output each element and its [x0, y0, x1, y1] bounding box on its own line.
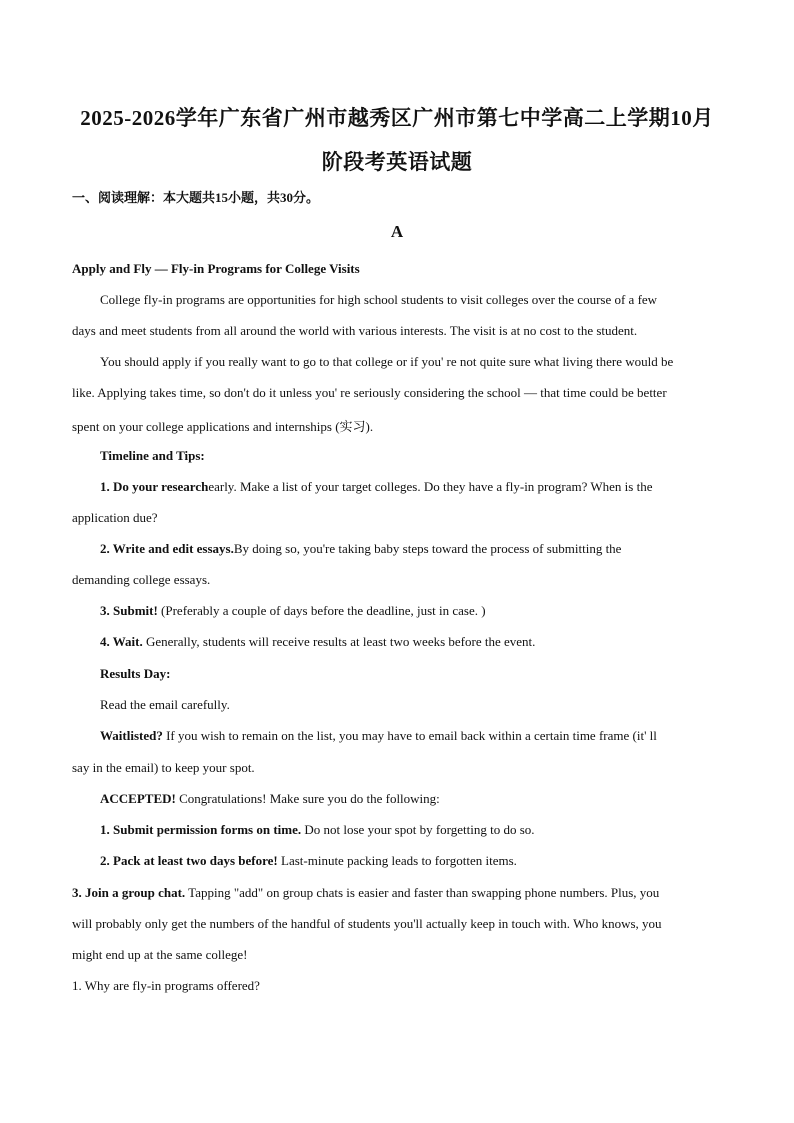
- accepted-step-1: [100, 822, 724, 838]
- document-title-line2: 阶段考英语试题: [321, 150, 473, 174]
- tip-2: [100, 541, 724, 557]
- tip-2-label: 2. Write and edit essays.: [100, 541, 234, 556]
- accepted-step-2-label: 2. Pack at least two days before!: [100, 853, 278, 868]
- question-1: 1. Why are fly-in programs offered?: [72, 978, 260, 993]
- tip-3: [100, 603, 724, 619]
- accepted-step-2-text: Last-minute packing leads to forgotten items.: [277, 853, 517, 868]
- paragraph-1-line: College fly-in programs are opportunities for high school students to visit colleges over the course of a few: [100, 292, 658, 307]
- tip-2-continuation: demanding college essays.: [72, 572, 211, 587]
- passage-title-text: Apply and Fly — Fly-in Programs for College Visits: [72, 261, 360, 276]
- tip-1: [100, 479, 724, 495]
- tip-1-continuation: application due?: [72, 510, 158, 525]
- tip-3-text: (Preferably a couple of days before the deadline, just in case. ): [157, 603, 486, 618]
- tip-1-text: early. Make a list of your target colleges. Do they have a fly-in program? When is the: [208, 479, 653, 494]
- accepted-step-2: [100, 853, 724, 869]
- paragraph-2-line: You should apply if you really want to go to that college or if you' re not quite sure what living there would be: [100, 354, 674, 369]
- paragraph-2-line: like. Applying takes time, so don't do it unless you' re seriously considering the school — that time could be better: [72, 385, 667, 400]
- tip-4: [100, 634, 724, 650]
- timeline-heading: [100, 448, 724, 464]
- accepted-step-3-label: 3. Join a group chat.: [72, 885, 186, 900]
- waitlisted-continuation: say in the email) to keep your spot.: [72, 760, 255, 775]
- waitlisted-text: If you wish to remain on the list, you may have to email back within a certain time frame (it' ll: [162, 728, 657, 743]
- tip-4-label: 4. Wait.: [100, 634, 143, 649]
- accepted-step-3-text: Tapping "add" on group chats is easier and faster than swapping phone numbers. Plus, you: [185, 885, 660, 900]
- accepted-step-3: [72, 885, 724, 901]
- results-heading-text: Results Day:: [100, 666, 171, 681]
- tip-2-text: By doing so, you're taking baby steps toward the process of submitting the: [233, 541, 622, 556]
- paragraph-2-line: spent on your college applications and internships (实习).: [72, 419, 374, 434]
- accepted-step-3-continuation: might end up at the same college!: [72, 947, 248, 962]
- accepted-label: ACCEPTED!: [100, 791, 176, 806]
- tip-3-label: 3. Submit!: [100, 603, 158, 618]
- results-text: Read the email carefully.: [100, 697, 230, 712]
- waitlisted-line: [100, 728, 724, 744]
- results-heading: [100, 666, 724, 682]
- accepted-step-1-text: Do not lose your spot by forgetting to do so.: [301, 822, 535, 837]
- passage-title: [72, 261, 724, 277]
- section-heading: 一、阅读理解：本大题共15小题，共30分。: [72, 190, 320, 205]
- accepted-step-1-label: 1. Submit permission forms on time.: [100, 822, 302, 837]
- accepted-text: Congratulations! Make sure you do the following:: [175, 791, 440, 806]
- accepted-line: [100, 791, 724, 807]
- passage-letter: A: [390, 222, 404, 241]
- tip-4-text: Generally, students will receive results at least two weeks before the event.: [142, 634, 536, 649]
- paragraph-1-line: days and meet students from all around the world with various interests. The visit is at no cost to the student.: [72, 323, 638, 338]
- accepted-step-3-continuation: will probably only get the numbers of the handful of students you'll actually keep in touch with. Who knows, you: [72, 916, 662, 931]
- document-title-line1: 2025-2026学年广东省广州市越秀区广州市第七中学高二上学期10月: [80, 106, 714, 130]
- waitlisted-label: Waitlisted?: [100, 728, 163, 743]
- timeline-heading-text: Timeline and Tips:: [100, 448, 205, 463]
- tip-1-label: 1. Do your research: [100, 479, 209, 494]
